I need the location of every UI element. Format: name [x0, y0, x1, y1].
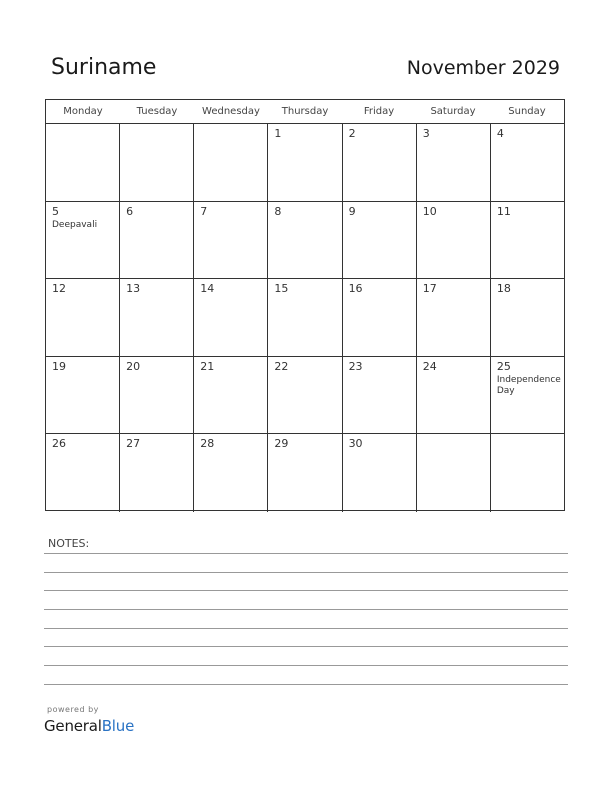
note-line	[44, 628, 568, 629]
day-cell[interactable]	[268, 434, 342, 512]
day-cell[interactable]	[120, 357, 194, 434]
day-cell[interactable]	[491, 279, 564, 356]
brand-blue-text: Blue	[101, 717, 135, 735]
weekday-header-row	[46, 100, 564, 124]
day-cell[interactable]	[417, 357, 491, 434]
day-cell[interactable]	[491, 434, 564, 512]
day-cell[interactable]	[120, 124, 194, 201]
country-title: Suriname	[51, 55, 157, 80]
day-number: 13	[126, 282, 141, 295]
day-number: 12	[52, 282, 66, 295]
day-number: 28	[200, 437, 215, 450]
day-number: 11	[496, 204, 511, 218]
day-number: 10	[422, 204, 437, 218]
day-cell[interactable]	[343, 279, 417, 356]
day-cell[interactable]	[194, 279, 268, 356]
note-line	[44, 590, 568, 591]
day-number: 5	[52, 204, 59, 218]
week-row	[46, 357, 564, 435]
day-number: 9	[348, 204, 356, 218]
day-number: 16	[348, 282, 363, 295]
holiday-label: Independence Day	[496, 374, 561, 396]
day-cell[interactable]	[417, 124, 491, 201]
day-cell[interactable]	[417, 434, 491, 512]
day-cell[interactable]	[194, 202, 268, 279]
weekday-friday: Friday	[363, 106, 395, 117]
day-number: 23	[348, 359, 363, 373]
day-cell[interactable]	[46, 357, 120, 434]
note-line	[44, 665, 568, 666]
day-cell[interactable]	[343, 202, 417, 279]
brand-general-text: General	[44, 717, 102, 735]
day-cell[interactable]	[343, 434, 417, 512]
day-number: 25	[496, 359, 511, 373]
day-number: 26	[52, 437, 66, 450]
day-number: 15	[274, 282, 289, 295]
week-row	[46, 124, 564, 202]
day-cell[interactable]	[268, 357, 342, 434]
week-row	[46, 202, 564, 280]
day-cell[interactable]	[268, 279, 342, 356]
weekday-saturday: Saturday	[430, 106, 476, 117]
day-number: 24	[422, 359, 437, 373]
day-cell[interactable]	[491, 202, 564, 279]
day-cell[interactable]	[417, 202, 491, 279]
weekday-thursday: Thursday	[281, 106, 329, 117]
day-number: 2	[348, 127, 356, 140]
week-row	[46, 279, 564, 357]
note-line	[44, 609, 568, 610]
weekday-sunday: Sunday	[508, 106, 546, 117]
day-number: 8	[274, 204, 282, 218]
weekday-tuesday: Tuesday	[136, 106, 178, 117]
note-line	[44, 684, 568, 685]
day-cell[interactable]	[417, 279, 491, 356]
day-number: 4	[496, 127, 504, 140]
day-number: 3	[422, 127, 430, 140]
day-number: 19	[52, 359, 66, 373]
day-cell[interactable]	[46, 202, 120, 279]
day-cell[interactable]	[120, 434, 194, 512]
weeks-container	[46, 124, 564, 512]
day-number: 22	[274, 359, 289, 373]
generalblue-logo[interactable]	[44, 717, 134, 735]
day-number: 29	[274, 437, 289, 450]
day-cell[interactable]	[491, 357, 564, 434]
month-title: November 2029	[406, 57, 560, 79]
day-cell[interactable]	[46, 279, 120, 356]
notes-label: NOTES:	[48, 537, 90, 550]
day-cell[interactable]	[194, 124, 268, 201]
day-number: 6	[126, 204, 134, 218]
note-line	[44, 553, 568, 554]
day-number: 27	[126, 437, 141, 450]
day-cell[interactable]	[343, 357, 417, 434]
day-cell[interactable]	[194, 434, 268, 512]
day-cell[interactable]	[268, 202, 342, 279]
note-line	[44, 646, 568, 647]
weekday-monday: Monday	[63, 106, 103, 117]
day-number: 7	[200, 204, 208, 218]
day-cell[interactable]	[343, 124, 417, 201]
day-number: 17	[422, 282, 437, 295]
day-cell[interactable]	[491, 124, 564, 201]
day-number: 1	[274, 127, 282, 140]
day-cell[interactable]	[268, 124, 342, 201]
day-number: 30	[348, 437, 363, 450]
powered-by-text: powered by	[47, 705, 99, 714]
holiday-label: Deepavali	[52, 219, 98, 230]
day-number: 14	[200, 282, 215, 295]
day-number: 18	[496, 282, 511, 295]
day-cell[interactable]	[46, 124, 120, 201]
day-cell[interactable]	[120, 202, 194, 279]
weekday-wednesday: Wednesday	[202, 106, 260, 117]
day-cell[interactable]	[194, 357, 268, 434]
day-cell[interactable]	[46, 434, 120, 512]
calendar-grid	[45, 99, 565, 511]
day-number: 21	[200, 359, 215, 373]
note-line	[44, 572, 568, 573]
week-row	[46, 434, 564, 512]
day-number: 20	[126, 359, 141, 373]
day-cell[interactable]	[120, 279, 194, 356]
